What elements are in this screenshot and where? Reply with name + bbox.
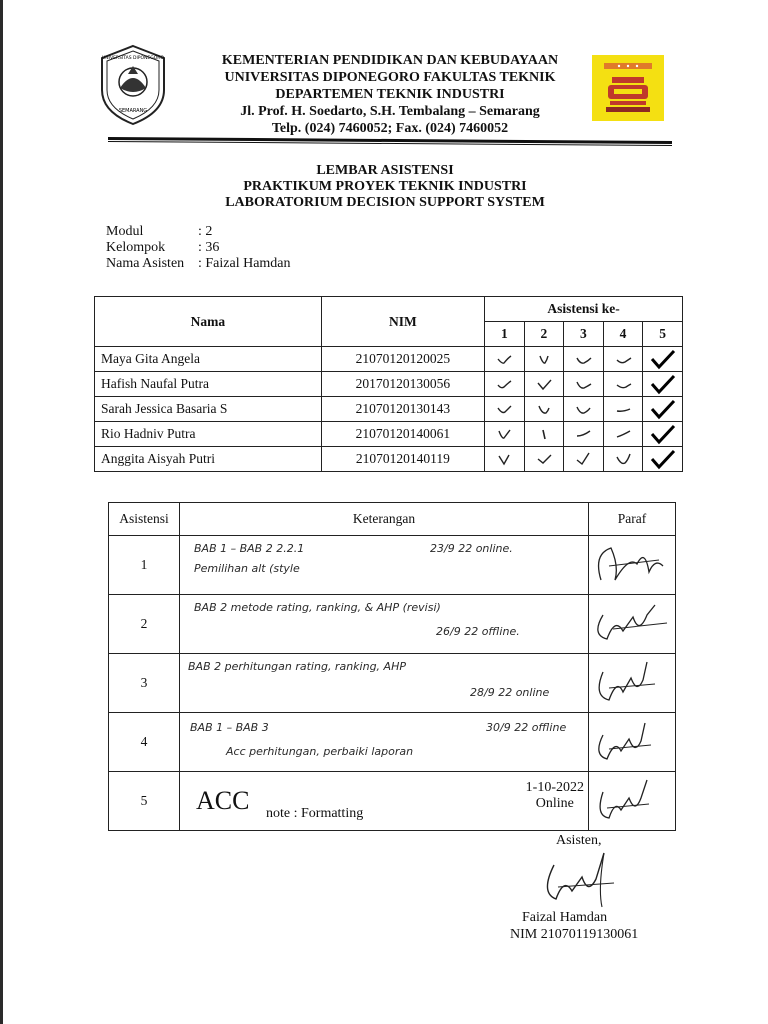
- handwritten-date: 30/9 22 offline: [486, 721, 567, 734]
- meta-value: : 2: [198, 224, 213, 239]
- handwritten-date: 28/9 22 online: [470, 686, 550, 699]
- check-icon: [613, 352, 633, 366]
- check-icon: [494, 377, 514, 391]
- session-number: 5: [109, 772, 180, 831]
- letterhead-line: Jl. Prof. H. Soedarto, S.H. Tembalang – Semarang: [240, 104, 540, 119]
- acc-note: note : Formatting: [266, 806, 364, 821]
- check-icon: [534, 352, 554, 366]
- student-nim: 21070120130143: [321, 397, 484, 422]
- check-icon: [613, 452, 633, 466]
- table-row: [109, 713, 676, 772]
- check-icon: [613, 377, 633, 391]
- check-icon: [534, 427, 554, 441]
- handwritten-note: BAB 1 – BAB 2 2.2.1: [194, 542, 305, 555]
- signature-mark: [589, 713, 673, 767]
- check-icon: [573, 377, 593, 391]
- col-session-group-header: Asistensi ke-: [485, 297, 683, 322]
- title-line: PRAKTIKUM PROYEK TEKNIK INDUSTRI: [243, 179, 527, 194]
- handwritten-note: BAB 1 – BAB 3: [190, 721, 269, 734]
- table-row: [95, 422, 683, 447]
- assistant-name: Faizal Hamdan: [522, 910, 608, 925]
- table-row: [95, 447, 683, 472]
- col-no-header: Asistensi: [109, 503, 180, 536]
- signature-mark: [589, 595, 673, 649]
- table-row: [95, 347, 683, 372]
- assistance-log-table: [108, 502, 676, 831]
- check-icon: [649, 398, 677, 420]
- handwritten-note: Acc perhitungan, perbaiki laporan: [226, 745, 414, 758]
- check-icon: [494, 402, 514, 416]
- student-name: Rio Hadniv Putra: [95, 422, 322, 447]
- handwritten-note: Pemilihan alt (style: [194, 562, 300, 575]
- check-icon: [534, 377, 554, 391]
- check-icon: [613, 427, 633, 441]
- signature-mark: [589, 772, 673, 826]
- letterhead: [190, 52, 590, 137]
- assistant-signature-block: [500, 832, 660, 943]
- table-row: [109, 595, 676, 654]
- col-name-header: Nama: [95, 297, 322, 347]
- table-row: [109, 536, 676, 595]
- handwritten-note: BAB 2 perhitungan rating, ranking, AHP: [188, 660, 406, 673]
- letterhead-line: DEPARTEMEN TEKNIK INDUSTRI: [275, 87, 505, 102]
- acc-date-line: 1-10-2022: [525, 780, 584, 795]
- check-icon: [494, 352, 514, 366]
- title-line: LEMBAR ASISTENSI: [316, 163, 454, 178]
- handwritten-date: 23/9 22 online.: [430, 542, 513, 555]
- student-nim: 21070120140061: [321, 422, 484, 447]
- student-nim: 21070120140119: [321, 447, 484, 472]
- table-row: [95, 372, 683, 397]
- handwritten-date: 26/9 22 offline.: [436, 625, 520, 638]
- student-name: Maya Gita Angela: [95, 347, 322, 372]
- session-number: 4: [109, 713, 180, 772]
- meta-value: : 36: [198, 240, 220, 255]
- handwritten-note: BAB 2 metode rating, ranking, & AHP (revisi): [194, 601, 441, 614]
- document-meta: [106, 224, 291, 272]
- signature-label: Asisten,: [556, 833, 602, 848]
- table-row: [109, 654, 676, 713]
- session-number: 2: [109, 595, 180, 654]
- check-icon: [573, 352, 593, 366]
- meta-label: Nama Asisten: [106, 256, 185, 271]
- table-row: [95, 397, 683, 422]
- letterhead-line: Telp. (024) 7460052; Fax. (024) 7460052: [271, 121, 509, 136]
- acc-mode: Online: [535, 796, 574, 811]
- col-session-header: 1: [485, 322, 525, 347]
- assistant-nim: NIM 21070119130061: [510, 927, 639, 942]
- col-desc-header: Keterangan: [180, 503, 589, 536]
- meta-label: Modul: [106, 224, 144, 239]
- letterhead-line: UNIVERSITAS DIPONEGORO FAKULTAS TEKNIK: [224, 70, 556, 85]
- session-number: 1: [109, 536, 180, 595]
- letterhead-line: KEMENTERIAN PENDIDIKAN DAN KEBUDAYAAN: [221, 53, 559, 68]
- student-name: Anggita Aisyah Putri: [95, 447, 322, 472]
- check-icon: [573, 452, 593, 466]
- check-icon: [494, 452, 514, 466]
- logo-text-bottom: SEMARANG: [118, 108, 148, 114]
- table-row: [109, 772, 676, 831]
- check-icon: [649, 373, 677, 395]
- col-nim-header: NIM: [321, 297, 484, 347]
- student-nim: 20170120130056: [321, 372, 484, 397]
- check-icon: [534, 452, 554, 466]
- col-session-header: 2: [524, 322, 564, 347]
- title-line: LABORATORIUM DECISION SUPPORT SYSTEM: [225, 195, 545, 210]
- check-icon: [613, 402, 633, 416]
- assistant-signature: [534, 849, 654, 909]
- page-edge: [0, 0, 3, 1024]
- logo-text-top: UNIVERSITAS DIPONEGORO: [102, 56, 164, 61]
- meta-value: : Faizal Hamdan: [198, 256, 291, 271]
- check-icon: [534, 402, 554, 416]
- check-icon: [649, 448, 677, 470]
- signature-mark: [589, 536, 673, 590]
- check-icon: [649, 423, 677, 445]
- student-nim: 21070120120025: [321, 347, 484, 372]
- session-number: 3: [109, 654, 180, 713]
- signature-mark: [589, 654, 673, 708]
- check-icon: [573, 402, 593, 416]
- check-icon: [573, 427, 593, 441]
- col-session-header: 5: [643, 322, 683, 347]
- col-session-header: 4: [603, 322, 643, 347]
- col-session-header: 3: [564, 322, 604, 347]
- meta-label: Kelompok: [106, 240, 166, 255]
- acc-date: [526, 780, 584, 812]
- students-table: [94, 296, 683, 472]
- document-title: [180, 163, 590, 211]
- university-logo: [98, 44, 168, 126]
- acc-label: ACC: [196, 786, 250, 815]
- student-name: Sarah Jessica Basaria S: [95, 397, 322, 422]
- col-sign-header: Paraf: [589, 503, 676, 536]
- check-icon: [494, 427, 514, 441]
- check-icon: [649, 348, 677, 370]
- lab-emblem: [592, 55, 664, 121]
- student-name: Hafish Naufal Putra: [95, 372, 322, 397]
